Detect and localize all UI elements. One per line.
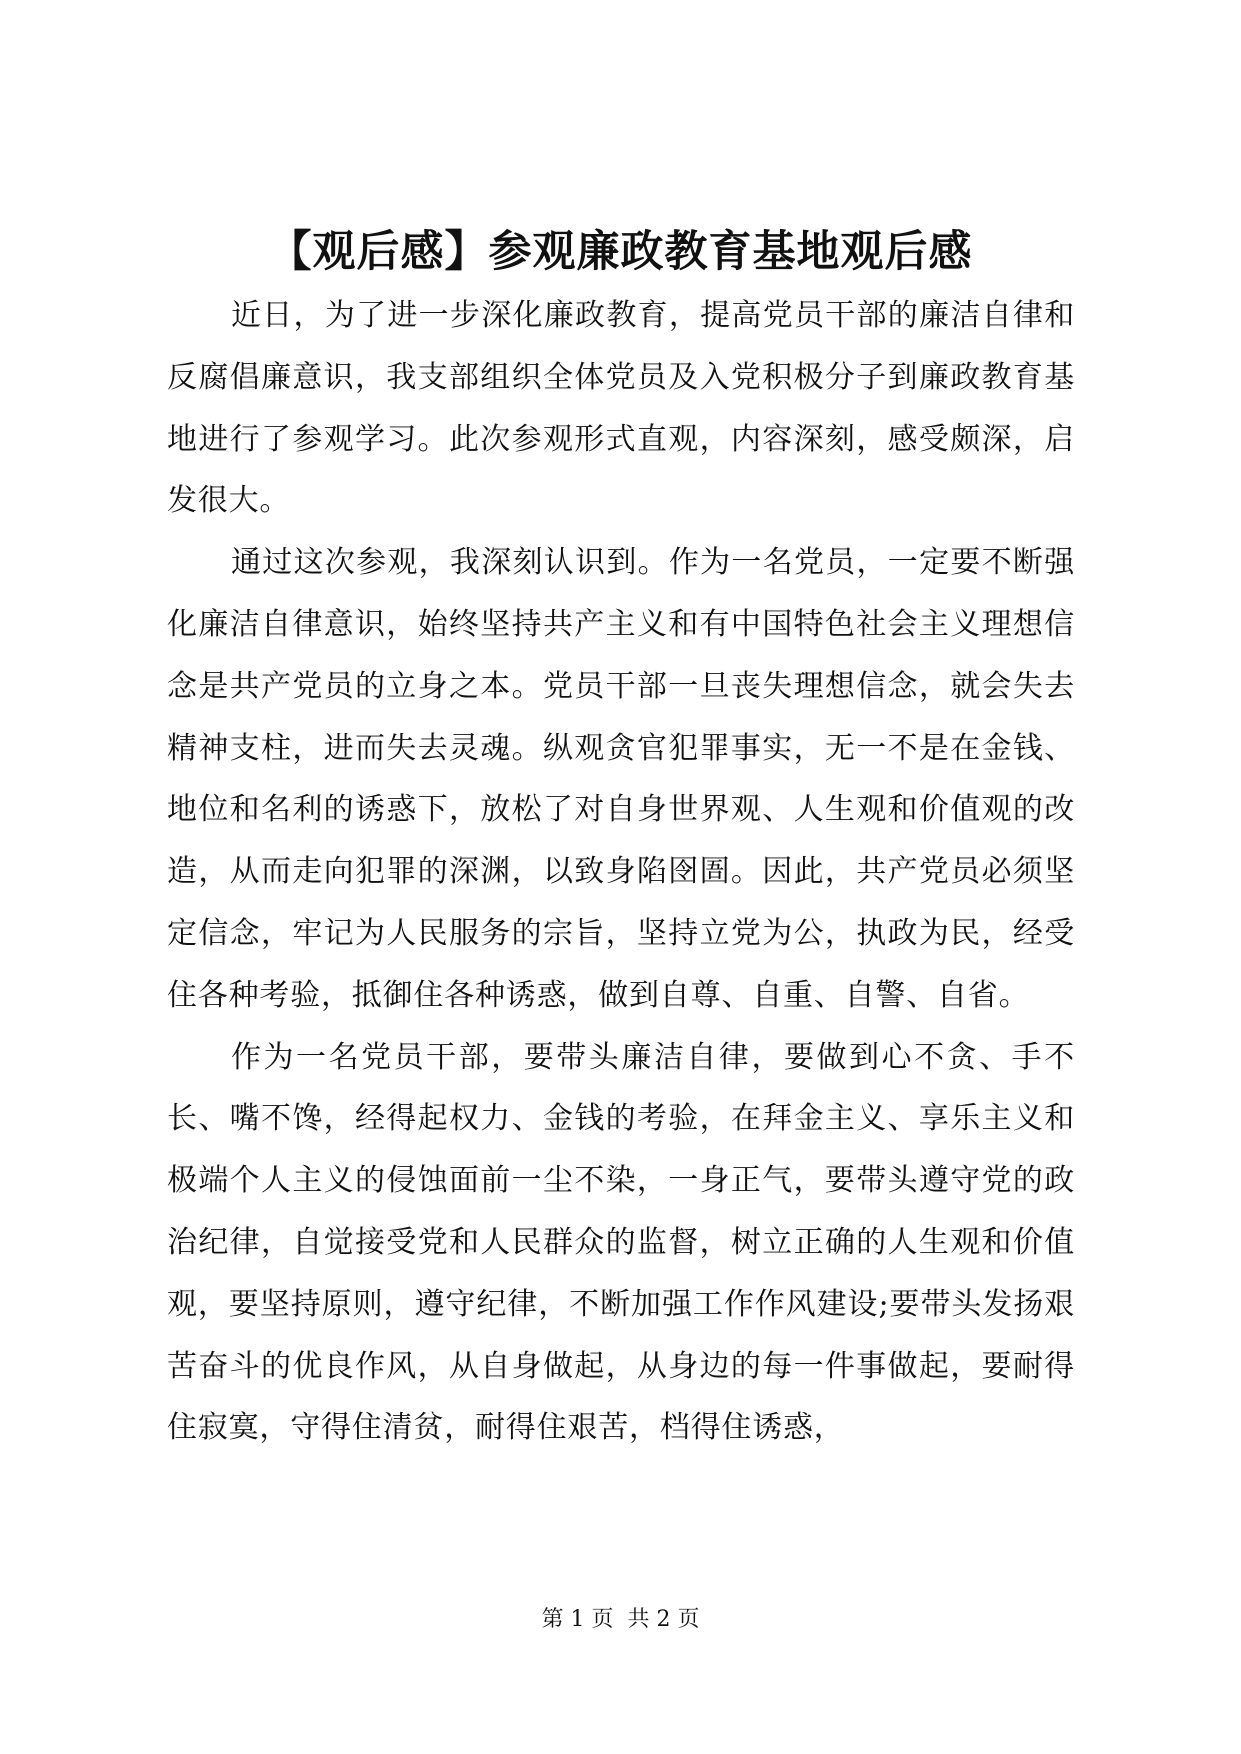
paragraph-3: 作为一名党员干部，要带头廉洁自律，要做到心不贪、手不长、嘴不馋，经得起权力、金钱的考验，在拜金主义、享乐主义和极端个人主义的侵蚀面前一尘不染，一身正气，要带头遵守党的政治纪律，自觉接受党和人民群众的监督，树立正确的人生观和价值观，要坚持原则，遵守纪律，不断加强工作作风建设;要带头发扬艰苦奋斗的优良作风，从自身做起，从身边的每一件事做起，要耐得住寂寞，守得住清贫，耐得住艰苦，档得住诱惑， (167, 1039, 1075, 1446)
page-footer (0, 1605, 1241, 1635)
page-number-label: 第 1 页 共 2 页 (541, 1607, 700, 1632)
paragraph-2: 通过这次参观，我深刻认识到。作为一名党员，一定要不断强化廉洁自律意识，始终坚持共产主义和有中国特色社会主义理想信念是共产党员的立身之本。党员干部一旦丧失理想信念，就会失去精神支柱，进而失去灵魂。纵观贪官犯罪事实，无一不是在金钱、地位和名利的诱惑下，放松了对自身世界观、人生观和价值观的改造，从而走向犯罪的深渊，以致身陷囹圄。因此，共产党员必须坚定信念，牢记为人民服务的宗旨，坚持立党为公，执政为民，经受住各种考验，抵御住各种诱惑，做到自尊、自重、自警、自省。 (167, 545, 1075, 1013)
document-body (167, 285, 1075, 1459)
document-title: 【观后感】参观廉政教育基地观后感 (268, 227, 973, 277)
paragraph-1: 近日，为了进一步深化廉政教育，提高党员干部的廉洁自律和反腐倡廉意识，我支部组织全体党员及入党积极分子到廉政教育基地进行了参观学习。此次参观形式直观，内容深刻，感受颇深，启发很大。 (167, 298, 1075, 519)
